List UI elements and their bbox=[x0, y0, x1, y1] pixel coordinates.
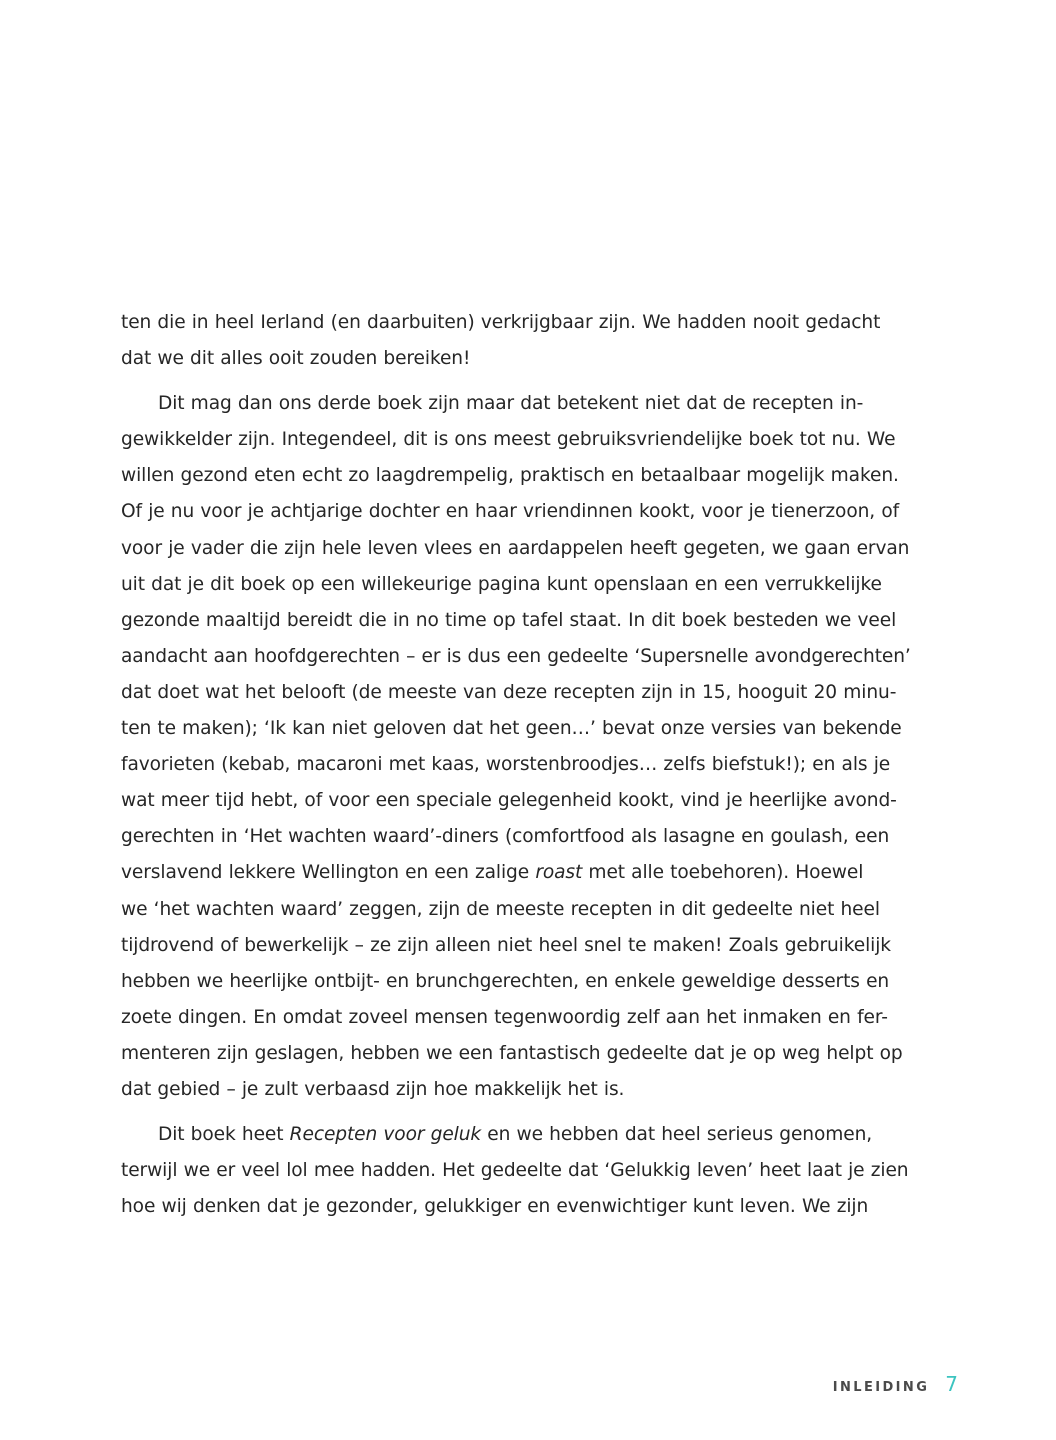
paragraph-3 bbox=[121, 1117, 951, 1225]
book-title: Recepten voor geluk bbox=[289, 1124, 482, 1146]
italic-text: roast bbox=[535, 862, 583, 884]
text-line: ten te maken); ‘Ik kan niet geloven dat het geen…’ bevat onze versies van bekende bbox=[121, 718, 902, 740]
text-run: verslavend lekkere Wellington en een zalige bbox=[121, 862, 536, 884]
page-footer bbox=[833, 1372, 958, 1396]
text-line: terwijl we er veel lol mee hadden. Het gedeelte dat ‘Gelukkig leven’ heet laat je zien bbox=[121, 1160, 909, 1182]
text-run: Dit boek heet bbox=[158, 1124, 290, 1146]
text-line: gewikkelder zijn. Integendeel, dit is ons meest gebruiksvriendelijke boek tot nu. We bbox=[121, 429, 896, 451]
text-run: met alle toebehoren). Hoewel bbox=[582, 862, 864, 884]
section-label: INLEIDING bbox=[832, 1380, 930, 1395]
text-line: Dit mag dan ons derde boek zijn maar dat betekent niet dat de recepten in- bbox=[158, 393, 864, 415]
page-number: 7 bbox=[945, 1372, 958, 1396]
paragraph-1 bbox=[121, 305, 951, 377]
text-line: zoete dingen. En omdat zoveel mensen tegenwoordig zelf aan het inmaken en fer- bbox=[121, 1006, 888, 1028]
text-line: Of je nu voor je achtjarige dochter en haar vriendinnen kookt, voor je tienerzoon, of bbox=[121, 501, 900, 523]
text-line: we ‘het wachten waard’ zeggen, zijn de meeste recepten in dit gedeelte niet heel bbox=[121, 898, 880, 920]
text-line: aandacht aan hoofdgerechten – er is dus een gedeelte ‘Supersnelle avondgerechten’ bbox=[121, 645, 911, 667]
text-line: hebben we heerlijke ontbijt- en brunchgerechten, en enkele geweldige desserts en bbox=[121, 970, 890, 992]
text-line: hoe wij denken dat je gezonder, gelukkiger en evenwichtiger kunt leven. We zijn bbox=[121, 1196, 869, 1218]
text-line: dat we dit alles ooit zouden bereiken! bbox=[121, 348, 471, 370]
text-run: en we hebben dat heel serieus genomen, bbox=[481, 1124, 873, 1146]
text-line: uit dat je dit boek op een willekeurige pagina kunt openslaan en een verrukkelijke bbox=[121, 573, 882, 595]
text-line bbox=[121, 855, 951, 891]
text-line: gezonde maaltijd bereidt die in no time op tafel staat. In dit boek besteden we veel bbox=[121, 609, 897, 631]
text-line: tijdrovend of bewerkelijk – ze zijn alleen niet heel snel te maken! Zoals gebruikelijk bbox=[121, 934, 891, 956]
text-line: menteren zijn geslagen, hebben we een fantastisch gedeelte dat je op weg helpt op bbox=[121, 1042, 903, 1064]
body-text bbox=[121, 305, 951, 1225]
text-line: gerechten in ‘Het wachten waard’-diners (comfortfood als lasagne en goulash, een bbox=[121, 826, 890, 848]
text-line: favorieten (kebab, macaroni met kaas, worstenbroodjes… zelfs biefstuk!); en als je bbox=[121, 754, 891, 776]
text-line: voor je vader die zijn hele leven vlees en aardappelen heeft gegeten, we gaan ervan bbox=[121, 537, 910, 559]
text-line: dat gebied – je zult verbaasd zijn hoe makkelijk het is. bbox=[121, 1078, 625, 1100]
text-line bbox=[121, 1117, 951, 1153]
text-line: willen gezond eten echt zo laagdrempelig, praktisch en betaalbaar mogelijk maken. bbox=[121, 465, 899, 487]
text-line: dat doet wat het belooft (de meeste van deze recepten zijn in 15, hooguit 20 minu- bbox=[121, 681, 897, 703]
text-line: wat meer tijd hebt, of voor een speciale gelegenheid kookt, vind je heerlijke avond- bbox=[121, 790, 897, 812]
text-line: ten die in heel Ierland (en daarbuiten) verkrijgbaar zijn. We hadden nooit gedacht bbox=[121, 312, 881, 333]
paragraph-2 bbox=[121, 386, 951, 1108]
